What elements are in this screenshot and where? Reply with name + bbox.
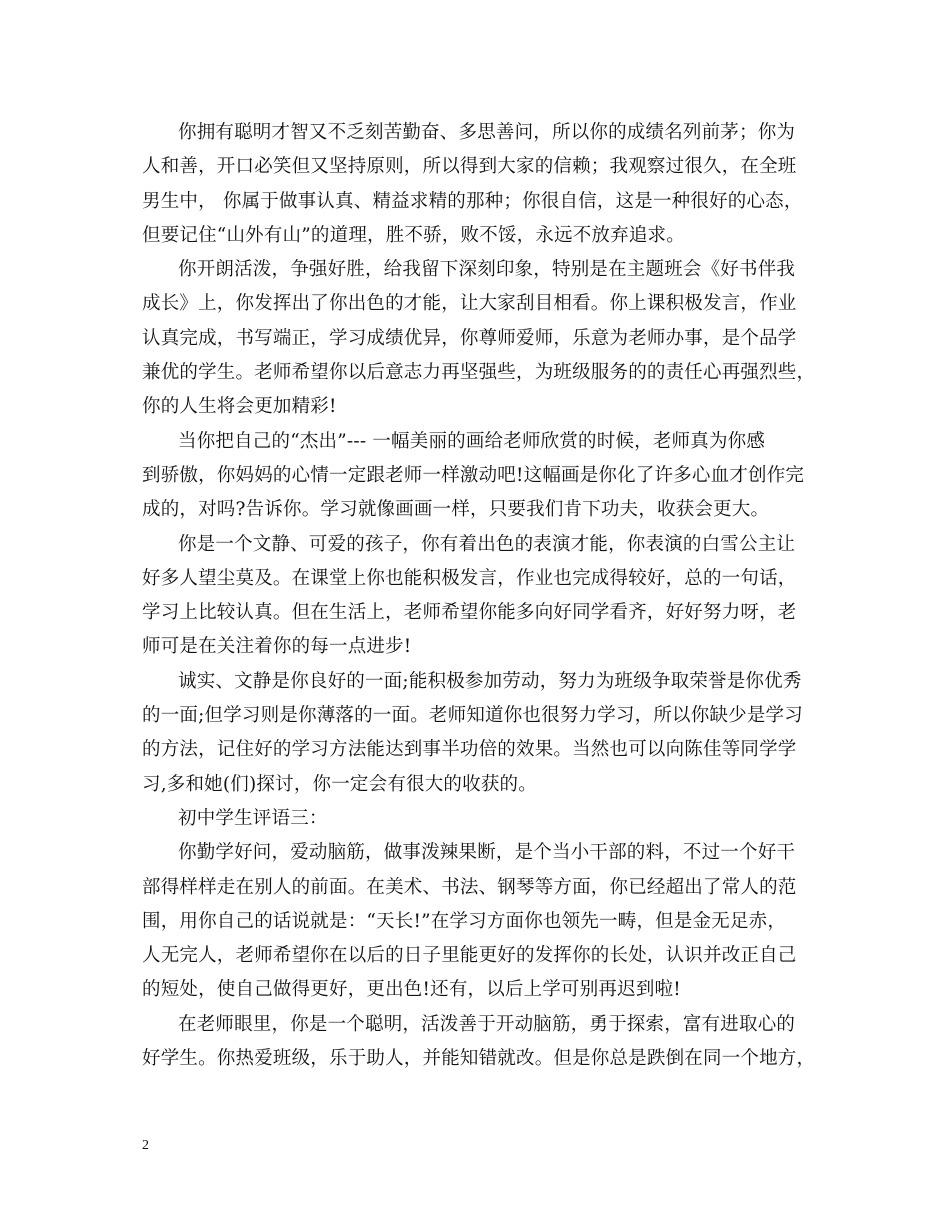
text-line: 的方法，记住好的学习方法能达到事半功倍的效果。当然也可以向陈佳等同学学 (142, 739, 797, 761)
text-line: 围，用你自己的话说就是：“天长!”在学习方面你也领先一畴，但是金无足赤， (142, 910, 787, 932)
section-heading: 初中学生评语三： (178, 807, 328, 829)
document-body (142, 116, 822, 1076)
text-line: 你的人生将会更加精彩! (142, 396, 337, 418)
text-line: 你拥有聪明才智又不乏刻苦勤奋、多思善问，所以你的成绩名列前茅；你为 (178, 122, 796, 143)
text-line: 你开朗活泼，争强好胜，给我留下深刻印象，特别是在主题班会《好书伴我 (178, 259, 796, 281)
text-line: 诚实、文静是你良好的一面;能积极参加劳动，努力为班级争取荣誉是你优秀 (178, 670, 802, 692)
text-line: 人和善，开口必笑但又坚持原则，所以得到大家的信赖；我观察过很久，在全班 (142, 156, 797, 178)
text-line: 在老师眼里，你是一个聪明，活泼善于开动脑筋，勇于探索，富有进取心的 (178, 1013, 796, 1035)
text-line: 当你把自己的“杰出”--- 一幅美丽的画给老师欣赏的时候，老师真为你感 (178, 430, 766, 452)
text-line: 部得样样走在别人的前面。在美术、书法、钢琴等方面，你已经超出了常人的范 (142, 876, 797, 898)
text-line: 到骄傲，你妈妈的心情一定跟老师一样激动吧!这幅画是你化了许多心血才创作完 (142, 464, 805, 486)
text-line: 的一面;但学习则是你薄落的一面。老师知道你也很努力学习，所以你缺少是学习 (142, 705, 803, 727)
text-line: 好学生。你热爱班级，乐于助人，并能知错就改。但是你总是跌倒在同一个地方， (142, 1048, 816, 1070)
text-line: 你勤学好问，爱动脑筋，做事泼辣果断，是个当小干部的料，不过一个好干 (178, 842, 796, 864)
page-number: 2 (142, 1138, 149, 1153)
text-line: 成的，对吗?告诉你。学习就像画画一样，只要我们肯下功夫，收获会更大。 (142, 499, 770, 521)
text-line: 习,多和她(们)探讨，你一定会有很大的收获的。 (142, 773, 537, 795)
text-line: 你是一个文静、可爱的孩子，你有着出色的表演才能，你表演的白雪公主让 (178, 533, 796, 555)
text-line: 男生中， 你属于做事认真、精益求精的那种；你很自信，这是一种很好的心态， (142, 190, 803, 212)
text-line: 认真完成，书写端正，学习成绩优异，你尊师爱师，乐意为老师办事，是个品学 (142, 327, 797, 349)
text-line: 人无完人，老师希望你在以后的日子里能更好的发挥你的长处，认识并改正自己 (142, 945, 797, 967)
text-line: 师可是在关注着你的每一点进步! (142, 636, 412, 658)
text-line: 但要记住“山外有山”的道理，胜不骄，败不馁，永远不放弃追求。 (142, 224, 685, 246)
text-line: 的短处，使自己做得更好，更出色!还有，以后上学可别再迟到啦! (142, 979, 681, 1001)
text-line: 学习上比较认真。但在生活上，老师希望你能多向好同学看齐，好好努力呀，老 (142, 602, 797, 624)
text-line: 好多人望尘莫及。在课堂上你也能积极发言，作业也完成得较好，总的一句话， (142, 567, 797, 589)
text-line: 兼优的学生。老师希望你以后意志力再坚强些，为班级服务的的责任心再强烈些， (142, 362, 816, 384)
text-line: 成长》上，你发挥出了你出色的才能，让大家刮目相看。你上课积极发言，作业 (142, 293, 797, 315)
